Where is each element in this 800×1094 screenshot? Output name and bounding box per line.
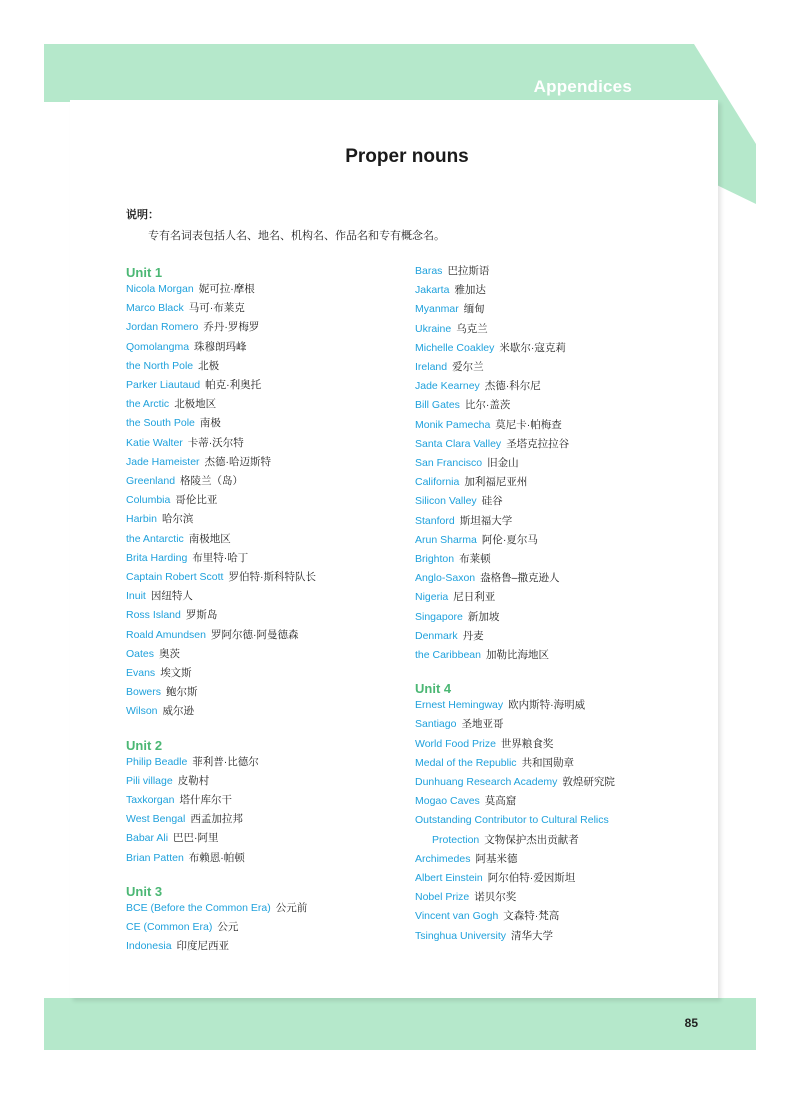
glossary-entry bbox=[415, 833, 579, 847]
glossary-entry bbox=[126, 628, 298, 642]
entry-english: Bill Gates bbox=[415, 399, 460, 412]
entry-english: Pili village bbox=[126, 774, 173, 787]
entry-chinese: 皮勒村 bbox=[177, 774, 210, 787]
glossary-entry bbox=[415, 379, 541, 393]
glossary-entry bbox=[126, 666, 192, 680]
glossary-entry bbox=[126, 532, 231, 546]
entry-chinese: 南极地区 bbox=[188, 532, 231, 545]
entry-chinese: 加利福尼亚州 bbox=[464, 476, 528, 489]
entry-english: Babar Ali bbox=[126, 832, 169, 845]
entry-chinese: 菲利普·比德尔 bbox=[192, 755, 259, 768]
page-number: 85 bbox=[684, 1016, 698, 1030]
glossary-entry bbox=[415, 456, 519, 470]
entry-chinese: 公元 bbox=[217, 921, 239, 933]
entry-chinese: 爱尔兰 bbox=[452, 361, 484, 373]
glossary-entry bbox=[126, 436, 244, 450]
glossary-entry bbox=[415, 909, 559, 923]
glossary-entry bbox=[126, 359, 219, 373]
glossary-entry bbox=[126, 301, 245, 315]
footer-band bbox=[44, 998, 756, 1050]
glossary-entry bbox=[415, 610, 499, 624]
entry-english: California bbox=[415, 476, 460, 489]
glossary-entry bbox=[126, 493, 217, 507]
glossary-entry bbox=[415, 717, 503, 731]
entry-english: Inuit bbox=[126, 590, 146, 603]
glossary-entry bbox=[126, 608, 217, 622]
entry-chinese: 比尔·盖茨 bbox=[464, 399, 511, 412]
entry-chinese: 公元前 bbox=[275, 901, 308, 914]
entry-english: Silicon Valley bbox=[415, 495, 477, 508]
glossary-entry bbox=[415, 590, 495, 604]
entry-chinese: 哥伦比亚 bbox=[175, 494, 218, 507]
entry-chinese: 巴巴·阿里 bbox=[173, 832, 219, 845]
entry-english: Marco Black bbox=[126, 302, 184, 315]
glossary-entry bbox=[415, 698, 585, 712]
entry-chinese: 乌克兰 bbox=[456, 322, 488, 335]
entry-english: West Bengal bbox=[126, 813, 186, 826]
glossary-entry bbox=[415, 775, 615, 789]
glossary-entry bbox=[415, 437, 569, 451]
entry-english: Brian Patten bbox=[126, 851, 184, 864]
entry-chinese: 鲍尔斯 bbox=[166, 686, 198, 699]
glossary-entry bbox=[126, 774, 209, 788]
entry-english: Protection bbox=[432, 833, 480, 846]
glossary-entry bbox=[415, 756, 574, 770]
glossary-entry bbox=[415, 929, 553, 943]
entry-chinese: 布莱顿 bbox=[459, 553, 491, 565]
glossary-entry bbox=[126, 416, 221, 430]
glossary-entry bbox=[126, 685, 198, 699]
entry-chinese: 圣地亚哥 bbox=[461, 718, 504, 731]
unit-heading: Unit 3 bbox=[126, 883, 163, 899]
entry-chinese: 清华大学 bbox=[511, 929, 554, 942]
entry-english: the North Pole bbox=[126, 359, 194, 372]
glossary-entry bbox=[415, 852, 517, 866]
entry-chinese: 马可·布莱克 bbox=[188, 302, 245, 315]
entry-english: Philip Beadle bbox=[126, 755, 188, 768]
entry-chinese: 斯坦福大学 bbox=[459, 514, 513, 527]
entry-chinese: 圣塔克拉拉谷 bbox=[506, 437, 570, 450]
entry-english: Dunhuang Research Academy bbox=[415, 776, 558, 788]
glossary-entry bbox=[415, 418, 562, 432]
glossary-entry bbox=[126, 282, 255, 296]
entry-english: Nigeria bbox=[415, 591, 449, 604]
entry-english: Columbia bbox=[126, 494, 171, 507]
glossary-entry bbox=[126, 551, 248, 565]
entry-chinese: 妮可拉·摩根 bbox=[198, 283, 255, 295]
glossary-entry bbox=[126, 570, 316, 584]
entry-english: Brighton bbox=[415, 553, 455, 565]
glossary-entry bbox=[415, 533, 538, 547]
entry-chinese: 新加坡 bbox=[467, 610, 500, 623]
entry-english: Ukraine bbox=[415, 322, 452, 335]
glossary-entry bbox=[415, 302, 485, 316]
section-label: Appendices bbox=[533, 77, 632, 96]
entry-chinese: 阿基米德 bbox=[475, 852, 518, 865]
entry-chinese: 埃文斯 bbox=[160, 667, 192, 679]
glossary-entry bbox=[126, 647, 180, 661]
entry-chinese: 西孟加拉邦 bbox=[190, 813, 243, 826]
unit-heading: Unit 4 bbox=[415, 681, 452, 697]
glossary-entry bbox=[126, 851, 245, 865]
glossary-entry bbox=[126, 455, 271, 469]
entry-chinese: 缅甸 bbox=[463, 303, 485, 316]
entry-english: Katie Walter bbox=[126, 436, 183, 449]
entry-chinese: 硅谷 bbox=[481, 495, 503, 508]
entry-english: Mogao Caves bbox=[415, 795, 480, 808]
glossary-entry bbox=[415, 283, 486, 297]
entry-chinese: 哈尔滨 bbox=[161, 513, 194, 526]
entry-english: Denmark bbox=[415, 629, 458, 642]
entry-english: Ernest Hemingway bbox=[415, 699, 504, 712]
entry-chinese: 格陵兰（岛） bbox=[180, 475, 244, 487]
entry-chinese: 罗阿尔德·阿曼德森 bbox=[210, 628, 299, 641]
entry-english: Singapore bbox=[415, 610, 463, 623]
glossary-entry bbox=[126, 920, 238, 934]
entry-chinese: 欧内斯特·海明威 bbox=[508, 699, 586, 712]
entry-english: Taxkorgan bbox=[126, 794, 175, 806]
entry-english: Albert Einstein bbox=[415, 872, 483, 884]
glossary-entry bbox=[415, 475, 527, 489]
glossary-entry bbox=[415, 264, 489, 278]
entry-english: Ross Island bbox=[126, 609, 181, 622]
header-band-edge bbox=[660, 44, 694, 102]
entry-english: Oates bbox=[126, 647, 155, 660]
entry-chinese: 罗斯岛 bbox=[185, 609, 218, 622]
unit-heading: Unit 1 bbox=[126, 265, 163, 280]
entry-english: BCE (Before the Common Era) bbox=[126, 901, 271, 914]
glossary-entry bbox=[415, 514, 512, 528]
entry-english: Roald Amundsen bbox=[126, 628, 206, 641]
glossary-entry bbox=[415, 871, 575, 885]
glossary-entry bbox=[415, 813, 609, 827]
entry-chinese: 莫高窟 bbox=[484, 795, 517, 808]
entry-english: Jade Hameister bbox=[126, 455, 200, 468]
glossary-entry bbox=[126, 704, 194, 718]
entry-chinese: 布里特·哈丁 bbox=[192, 551, 249, 564]
entry-english: Evans bbox=[126, 667, 156, 679]
glossary-entry bbox=[126, 589, 193, 603]
entry-english: Jade Kearney bbox=[415, 380, 480, 393]
entry-chinese: 因纽特人 bbox=[150, 590, 193, 603]
glossary-entry bbox=[126, 397, 216, 411]
glossary-entry bbox=[415, 322, 488, 336]
entry-english: the Arctic bbox=[126, 398, 170, 411]
entry-chinese: 世界粮食奖 bbox=[500, 737, 554, 750]
entry-chinese: 乔丹·罗梅罗 bbox=[203, 321, 260, 334]
entry-english: World Food Prize bbox=[415, 737, 496, 750]
entry-chinese: 加勒比海地区 bbox=[485, 649, 549, 661]
glossary-entry bbox=[415, 571, 559, 585]
entry-english: Harbin bbox=[126, 513, 157, 526]
entry-chinese: 奥茨 bbox=[159, 647, 181, 660]
entry-english: the South Pole bbox=[126, 417, 195, 430]
entry-chinese: 珠穆朗玛峰 bbox=[194, 340, 247, 353]
entry-chinese: 南极 bbox=[199, 417, 221, 430]
entry-chinese: 帕克·利奥托 bbox=[205, 379, 262, 391]
glossary-entry bbox=[415, 648, 549, 662]
glossary-entry bbox=[126, 812, 243, 826]
entry-english: Stanford bbox=[415, 514, 455, 527]
glossary-entry bbox=[415, 494, 503, 508]
glossary-entry bbox=[126, 939, 229, 953]
glossary-entry bbox=[126, 831, 219, 845]
entry-english: Tsinghua University bbox=[415, 929, 507, 942]
entry-english: the Antarctic bbox=[126, 532, 184, 545]
entry-english: Ireland bbox=[415, 361, 448, 373]
entry-chinese: 旧金山 bbox=[487, 457, 519, 469]
note-heading: 说明： bbox=[126, 209, 159, 221]
glossary-entry bbox=[415, 737, 553, 751]
entry-chinese: 诺贝尔奖 bbox=[474, 891, 517, 904]
glossary-entry bbox=[415, 794, 516, 808]
entry-english: San Francisco bbox=[415, 457, 483, 469]
entry-chinese: 敦煌研究院 bbox=[562, 776, 615, 788]
entry-chinese: 雅加达 bbox=[454, 284, 486, 297]
entry-english: Santiago bbox=[415, 718, 457, 731]
entry-chinese: 盎格鲁–撒克逊人 bbox=[480, 572, 560, 585]
entry-english: Monik Pamecha bbox=[415, 418, 491, 431]
entry-chinese: 巴拉斯语 bbox=[447, 265, 490, 277]
entry-english: Greenland bbox=[126, 475, 176, 487]
entry-chinese: 布赖恩·帕顿 bbox=[188, 851, 245, 864]
entry-english: Outstanding Contributor to Cultural Relics bbox=[415, 814, 609, 827]
glossary-entry bbox=[126, 512, 193, 526]
glossary-entry bbox=[415, 398, 510, 412]
entry-chinese: 共和国勋章 bbox=[521, 756, 575, 769]
note-text: 专有名词表包括人名、地名、机构名、作品名和专有概念名。 bbox=[148, 230, 445, 242]
entry-english: Myanmar bbox=[415, 303, 459, 316]
glossary-entry bbox=[126, 320, 259, 334]
entry-english: Brita Harding bbox=[126, 551, 188, 564]
entry-chinese: 文物保护杰出贡献者 bbox=[484, 833, 579, 846]
page-title: Proper nouns bbox=[345, 146, 469, 167]
entry-chinese: 尼日利亚 bbox=[453, 591, 496, 604]
entry-english: CE (Common Era) bbox=[126, 921, 213, 933]
glossary-entry bbox=[126, 340, 247, 354]
entry-chinese: 阿伦·夏尔马 bbox=[481, 533, 538, 546]
glossary-entry bbox=[415, 890, 516, 904]
entry-english: Parker Liautaud bbox=[126, 379, 201, 391]
entry-chinese: 北极 bbox=[198, 359, 220, 372]
entry-english: the Caribbean bbox=[415, 649, 481, 661]
entry-chinese: 文森特·梵高 bbox=[503, 910, 560, 923]
entry-english: Jakarta bbox=[415, 284, 450, 297]
entry-english: Medal of the Republic bbox=[415, 756, 517, 769]
glossary-entry bbox=[415, 341, 566, 355]
glossary-entry bbox=[126, 474, 243, 488]
entry-english: Bowers bbox=[126, 686, 162, 699]
entry-chinese: 印度尼西亚 bbox=[176, 940, 230, 953]
entry-english: Michelle Coakley bbox=[415, 341, 495, 354]
entry-english: Arun Sharma bbox=[415, 533, 477, 546]
entry-english: Vincent van Gogh bbox=[415, 910, 499, 923]
entry-english: Archimedes bbox=[415, 852, 471, 865]
unit-heading: Unit 2 bbox=[126, 737, 163, 753]
glossary-entry bbox=[415, 360, 484, 374]
entry-english: Indonesia bbox=[126, 940, 172, 953]
entry-english: Jordan Romero bbox=[126, 321, 199, 334]
entry-english: Captain Robert Scott bbox=[126, 571, 224, 583]
entry-english: Santa Clara Valley bbox=[415, 437, 502, 450]
entry-chinese: 威尔逊 bbox=[162, 705, 195, 718]
entry-english: Nicola Morgan bbox=[126, 283, 194, 295]
entry-chinese: 莫尼卡·帕梅查 bbox=[495, 418, 562, 431]
entry-english: Baras bbox=[415, 265, 443, 277]
glossary-entry bbox=[415, 552, 491, 566]
entry-english: Nobel Prize bbox=[415, 891, 470, 904]
entry-chinese: 塔什库尔干 bbox=[179, 794, 232, 806]
entry-chinese: 杰德·哈迈斯特 bbox=[204, 455, 272, 468]
glossary-entry bbox=[126, 755, 259, 769]
entry-english: Anglo-Saxon bbox=[415, 572, 476, 585]
entry-chinese: 卡蒂·沃尔特 bbox=[187, 436, 244, 449]
glossary-entry bbox=[415, 629, 484, 643]
glossary-entry bbox=[126, 901, 307, 915]
entry-chinese: 杰德·科尔尼 bbox=[484, 380, 541, 393]
glossary-entry bbox=[126, 793, 232, 807]
entry-english: Wilson bbox=[126, 705, 158, 718]
entry-chinese: 阿尔伯特·爱因斯坦 bbox=[487, 872, 576, 884]
glossary-entry bbox=[126, 378, 261, 392]
entry-chinese: 丹麦 bbox=[462, 629, 484, 642]
entry-english: Qomolangma bbox=[126, 340, 190, 353]
entry-chinese: 北极地区 bbox=[174, 398, 217, 411]
entry-chinese: 罗伯特·斯科特队长 bbox=[228, 571, 316, 583]
entry-chinese: 米歇尔·寇克莉 bbox=[499, 341, 566, 354]
